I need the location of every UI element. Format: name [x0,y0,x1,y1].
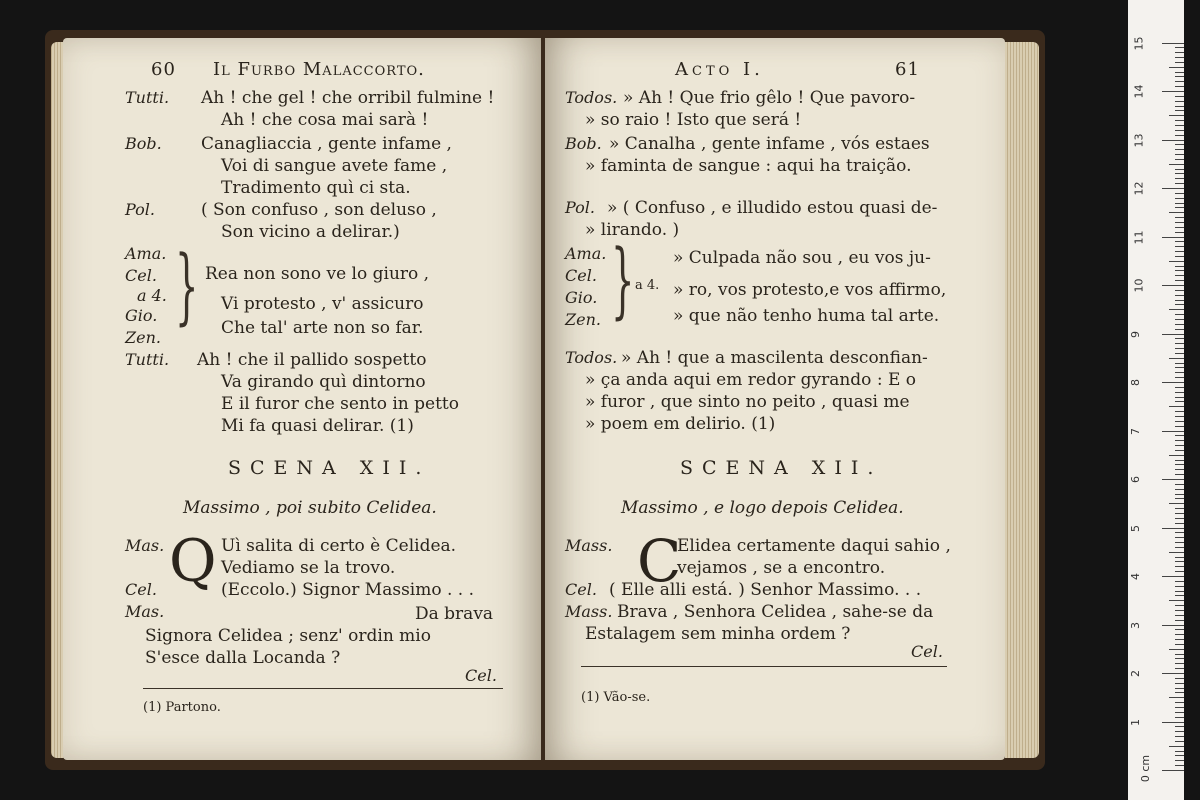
ruler-tick [1175,300,1184,301]
prose-line: ( Elle alli está. ) Senhor Massimo. . . [609,580,922,600]
verse-line: Mi fa quasi delirar. (1) [221,416,414,436]
drop-cap: C [637,527,682,595]
prose-line: » ro, vos protesto,e vos affirmo, [673,280,947,300]
verse-line: Son vicino a delirar.) [221,222,400,242]
ruler-tick [1175,338,1184,339]
ruler-tick [1175,537,1184,538]
scene-title: SCENA XII. [228,457,431,479]
ruler-tick [1175,144,1184,145]
prose-line: Da brava [415,604,494,624]
ruler-tick [1175,416,1184,417]
ruler-tick [1162,625,1184,626]
ruler-tick [1175,484,1184,485]
ruler-tick [1175,130,1184,131]
ruler-tick [1175,426,1184,427]
verse-line: Vi protesto , v' assicuro [221,294,424,314]
ruler-tick [1175,232,1184,233]
ruler-tick [1175,668,1184,669]
ruler-tick [1175,557,1184,558]
prose-line: » Ah ! Que frio gêlo ! Que pavoro- [623,88,916,108]
ruler-tick [1175,629,1184,630]
speaker: Zen. [125,328,161,347]
ruler-tick [1175,595,1184,596]
speaker: Cel. [565,580,597,599]
verse-line: Che tal' arte non so far. [221,318,424,338]
prose-line: » ( Confuso , e illudido estou quasi de- [607,198,938,218]
ruler-tick [1162,43,1184,44]
ruler-tick [1175,314,1184,315]
ruler-tick [1175,125,1184,126]
ruler-tick [1175,343,1184,344]
ruler-mark: 3 [1129,621,1142,629]
ruler-tick [1175,353,1184,354]
prose-line: vejamos , se a encontro. [677,558,886,578]
ruler-tick [1162,722,1184,723]
ruler-tick [1175,741,1184,742]
ruler-tick [1175,217,1184,218]
ruler-tick [1175,251,1184,252]
ruler-tick [1162,91,1184,92]
ruler-tick [1162,382,1184,383]
ruler-tick [1169,455,1184,456]
ruler-tick [1175,295,1184,296]
speaker: Gio. [125,306,158,325]
book [45,30,1045,770]
page-number: 61 [895,59,920,80]
ruler-tick [1175,445,1184,446]
ruler-tick [1169,746,1184,747]
right-page-edges [1005,42,1039,758]
ruler-tick [1175,173,1184,174]
ruler-tick [1175,62,1184,63]
ruler-tick [1175,86,1184,87]
verse-line: ( Son confuso , son deluso , [201,200,437,220]
ruler-tick [1169,649,1184,650]
catchword: Cel. [911,642,943,661]
ruler-tick [1162,431,1184,432]
ruler-tick [1169,552,1184,553]
ruler-tick [1162,188,1184,189]
ruler-tick [1175,57,1184,58]
ruler-tick [1175,96,1184,97]
ruler-tick [1169,67,1184,68]
page-number: 60 [151,59,176,80]
ruler-tick [1175,106,1184,107]
prose-line: (Eccolo.) Signor Massimo . . . [221,580,475,600]
ruler-tick [1175,654,1184,655]
prose-line: » Ah ! que a mascilenta desconfian- [621,348,928,368]
group-mark: a 4. [635,278,660,293]
prose-line: S'esce dalla Locanda ? [145,648,341,668]
ruler-tick [1175,683,1184,684]
ruler-tick [1162,528,1184,529]
speaker: Cel. [565,266,597,285]
ruler-tick [1169,212,1184,213]
ruler-tick [1169,261,1184,262]
ruler-tick [1175,605,1184,606]
ruler-tick [1175,222,1184,223]
running-head: Acto I. [675,59,764,80]
ruler-tick [1175,581,1184,582]
ruler-tick [1162,237,1184,238]
speaker: Todos. [565,348,618,367]
ruler-tick [1175,678,1184,679]
ruler-tick [1169,164,1184,165]
ruler-tick [1175,149,1184,150]
verse-line: Voi di sangue avete fame , [221,156,448,176]
verse-line: Canagliaccia , gente infame , [201,134,452,154]
ruler-mark: 7 [1129,427,1142,435]
speaker: Pol. [125,200,155,219]
brace-icon: } [611,233,635,328]
ruler-tick [1175,159,1184,160]
brace-icon: } [175,239,199,334]
ruler-mark: 4 [1129,573,1142,580]
ruler-tick [1175,566,1184,567]
ruler-tick [1175,464,1184,465]
ruler-tick [1175,290,1184,291]
speaker: Gio. [565,288,598,307]
ruler-tick [1175,72,1184,73]
ruler-tick [1175,498,1184,499]
ruler-tick [1162,285,1184,286]
ruler-tick [1175,523,1184,524]
ruler-tick [1175,571,1184,572]
ruler-tick [1175,198,1184,199]
ruler-tick [1175,266,1184,267]
speaker: a 4. [137,286,167,305]
ruler-mark: 13 [1132,133,1146,147]
ruler-tick [1175,494,1184,495]
speaker: Mass. [565,536,613,555]
speaker: Tutti. [125,350,170,369]
ruler-tick [1175,692,1184,693]
verse-line: Ah ! che il pallido sospetto [197,350,427,370]
ruler-mark: 10 [1132,278,1146,293]
scene-subtitle: Massimo , poi subito Celidea. [183,498,437,518]
ruler-mark: 6 [1129,476,1142,483]
ruler-tick [1175,367,1184,368]
ruler-tick [1175,363,1184,364]
footnote-rule [581,666,947,667]
ruler-tick [1175,401,1184,402]
ruler-tick [1162,140,1184,141]
ruler-tick [1175,658,1184,659]
ruler-tick [1175,542,1184,543]
ruler-mark: 2 [1129,670,1142,677]
ruler-tick [1175,532,1184,533]
verse-line: Va girando quì dintorno [221,372,426,392]
verse-line: Rea non sono ve lo giuro , [205,264,430,284]
ruler-tick [1175,47,1184,48]
ruler-mark: 1 [1129,718,1142,726]
ruler-tick [1175,751,1184,752]
ruler-tick [1169,115,1184,116]
ruler-tick [1162,576,1184,577]
ruler-mark: 11 [1132,230,1146,244]
ruler-tick [1169,358,1184,359]
ruler-tick [1175,639,1184,640]
ruler-mark: 14 [1132,84,1146,99]
ruler-tick [1175,304,1184,305]
speaker: Cel. [125,580,157,599]
ruler-tick [1175,280,1184,281]
footnote: (1) Vão-se. [581,690,651,705]
ruler-tick [1175,561,1184,562]
ruler-tick [1162,334,1184,335]
ruler-tick [1175,712,1184,713]
measuring-ruler [1128,0,1184,800]
ruler-tick [1175,702,1184,703]
ruler-tick [1162,770,1184,771]
ruler-tick [1175,246,1184,247]
ruler-tick [1175,329,1184,330]
verse-line: Ah ! che cosa mai sarà ! [221,110,429,130]
ruler-mark: 8 [1129,379,1142,386]
ruler-tick [1175,474,1184,475]
prose-line: Uì salita di certo è Celidea. [221,536,457,556]
ruler-tick [1175,469,1184,470]
prose-line: Brava , Senhora Celidea , sahe-se da [617,602,934,622]
speaker: Bob. [125,134,162,153]
ruler-tick [1175,392,1184,393]
ruler-tick [1175,435,1184,436]
ruler-tick [1175,193,1184,194]
ruler-tick [1175,421,1184,422]
ruler-tick [1175,755,1184,756]
ruler-tick [1175,110,1184,111]
ruler-tick [1169,503,1184,504]
ruler-tick [1175,387,1184,388]
ruler-tick [1175,547,1184,548]
speaker: Zen. [565,310,601,329]
prose-line: » Canalha , gente infame , vós estaes [609,134,930,154]
ruler-tick [1175,663,1184,664]
running-head: Il Furbo Malaccorto. [213,59,425,80]
ruler-tick [1175,270,1184,271]
speaker: Pol. [565,198,595,217]
speaker: Ama. [125,244,167,263]
ruler-tick [1175,591,1184,592]
speaker: Mass. [565,602,613,621]
ruler-tick [1169,697,1184,698]
prose-line: Signora Celidea ; senz' ordin mio [145,626,431,646]
ruler-tick [1175,450,1184,451]
footnote: (1) Partono. [143,700,221,715]
ruler-tick [1175,76,1184,77]
ruler-tick [1175,377,1184,378]
ruler-tick [1175,586,1184,587]
speaker: Mas. [125,602,165,621]
prose-line: Elidea certamente daqui sahio , [677,536,951,556]
prose-line: » faminta de sangue : aqui ha traição. [585,156,912,176]
scene-title: SCENA XII. [680,457,883,479]
ruler-tick [1175,644,1184,645]
ruler-tick [1175,275,1184,276]
drop-cap: Q [169,527,217,595]
ruler-tick [1175,688,1184,689]
right-page [545,38,1005,760]
prose-line: » poem em delirio. (1) [585,414,776,434]
ruler-tick [1175,736,1184,737]
prose-line: Estalagem sem minha ordem ? [585,624,851,644]
ruler-tick [1175,460,1184,461]
ruler-tick [1175,615,1184,616]
ruler-tick [1175,518,1184,519]
ruler-tick [1175,411,1184,412]
speaker: Bob. [565,134,602,153]
ruler-mark: 12 [1132,181,1146,196]
ruler-tick [1175,256,1184,257]
ruler-tick [1175,765,1184,766]
verse-line: E il furor che sento in petto [221,394,459,414]
ruler-tick [1175,241,1184,242]
ruler-tick [1162,479,1184,480]
footnote-rule [143,688,503,689]
ruler-tick [1175,81,1184,82]
ruler-tick [1175,397,1184,398]
ruler-tick [1175,52,1184,53]
ruler-mark: 9 [1129,330,1142,338]
prose-line: » furor , que sinto no peito , quasi me [585,392,910,412]
ruler-tick [1175,203,1184,204]
speaker: Cel. [125,266,157,285]
ruler-tick [1175,120,1184,121]
speaker: Mas. [125,536,165,555]
ruler-tick [1175,707,1184,708]
ruler-tick [1175,324,1184,325]
ruler-unit-label: 0 cm [1139,754,1153,783]
speaker: Tutti. [125,88,170,107]
ruler-tick [1175,372,1184,373]
prose-line: » que não tenho huma tal arte. [673,306,940,326]
ruler-tick [1175,440,1184,441]
ruler-tick [1169,600,1184,601]
ruler-tick [1175,508,1184,509]
ruler-tick [1175,169,1184,170]
left-page [63,38,541,760]
ruler-tick [1175,135,1184,136]
verse-line: Tradimento quì ci sta. [221,178,411,198]
ruler-tick [1175,348,1184,349]
verse-line: Ah ! che gel ! che orribil fulmine ! [201,88,495,108]
ruler-tick [1175,717,1184,718]
ruler-tick [1175,178,1184,179]
speaker: Todos. [565,88,618,107]
ruler-tick [1175,207,1184,208]
ruler-tick [1175,489,1184,490]
catchword: Cel. [465,666,497,685]
ruler-mark: 5 [1129,524,1142,532]
ruler-tick [1175,154,1184,155]
ruler-tick [1175,760,1184,761]
ruler-tick [1175,101,1184,102]
ruler-tick [1175,227,1184,228]
ruler-tick [1169,309,1184,310]
prose-line: Vediamo se la trovo. [221,558,396,578]
ruler-tick [1162,673,1184,674]
prose-line: » ça anda aqui em redor gyrando : E o [585,370,916,390]
ruler-mark: 15 [1132,36,1146,50]
ruler-tick [1175,731,1184,732]
ruler-tick [1175,610,1184,611]
ruler-tick [1175,620,1184,621]
ruler-tick [1175,726,1184,727]
prose-line: » so raio ! Isto que será ! [585,110,802,130]
prose-line: » lirando. ) [585,220,680,240]
ruler-tick [1169,406,1184,407]
ruler-tick [1175,183,1184,184]
ruler-tick [1175,513,1184,514]
speaker: Ama. [565,244,607,263]
prose-line: » Culpada não sou , eu vos ju- [673,248,931,268]
scene-subtitle: Massimo , e logo depois Celidea. [621,498,904,518]
ruler-tick [1175,319,1184,320]
ruler-tick [1175,634,1184,635]
